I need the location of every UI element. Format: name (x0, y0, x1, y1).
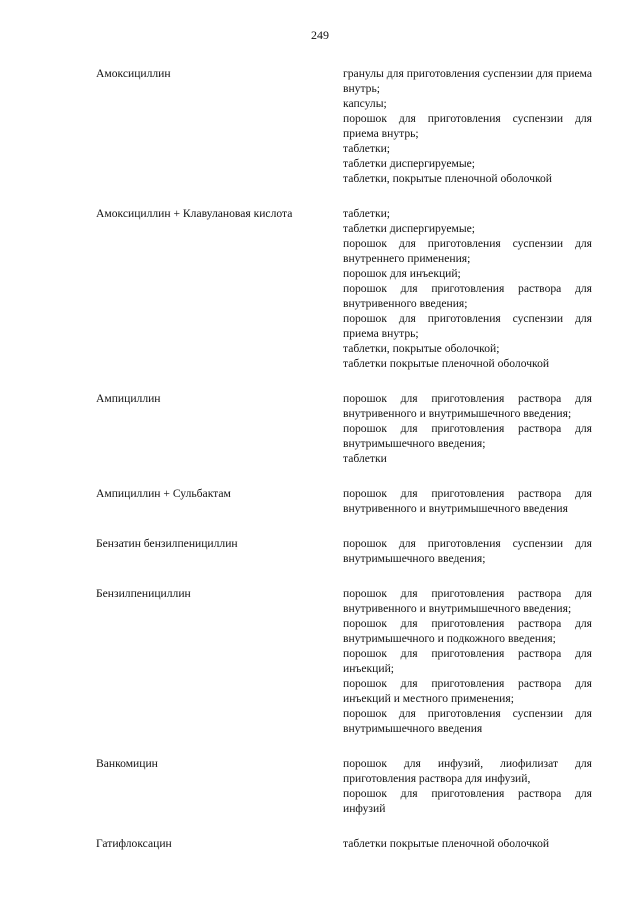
dosage-form: порошок для приготовления суспензии для приема внутрь; (343, 112, 592, 140)
dosage-form: порошок для приготовления раствора для внутримышечного введения; (343, 422, 592, 450)
dosage-form: порошок для приготовления суспензии для внутреннего применения; (343, 237, 592, 265)
dosage-form: порошок для инфузий, лиофилизат для приготовления раствора для инфузий, (343, 757, 592, 785)
drug-name: Амоксициллин (96, 67, 171, 80)
dosage-form: порошок для приготовления раствора для внутривенного и внутримышечного введения; (343, 392, 592, 420)
dosage-form: капсулы; (343, 97, 387, 110)
drug-entry (96, 836, 592, 851)
drug-name: Бензилпенициллин (96, 587, 191, 600)
dosage-forms (343, 756, 592, 816)
dosage-form: таблетки диспергируемые; (343, 222, 475, 235)
drug-entry (96, 206, 592, 371)
dosage-form: таблетки, покрытые оболочкой; (343, 342, 500, 355)
drug-entry (96, 391, 592, 466)
dosage-form: таблетки; (343, 142, 391, 155)
dosage-forms (343, 586, 592, 736)
drug-list (96, 66, 592, 851)
dosage-form: порошок для приготовления суспензии для внутримышечного введения (343, 707, 592, 735)
drug-entry (96, 486, 592, 516)
dosage-form: таблетки покрытые пленочной оболочкой (343, 837, 550, 850)
dosage-form: порошок для приготовления раствора для инъекций и местного применения; (343, 677, 592, 705)
dosage-forms (343, 206, 592, 371)
dosage-form: порошок для приготовления суспензии для внутримышечного введения; (343, 537, 592, 565)
drug-name: Гатифлоксацин (96, 837, 172, 850)
dosage-forms (343, 536, 592, 566)
dosage-form: порошок для приготовления раствора для внутривенного и внутримышечного введения (343, 487, 592, 515)
dosage-form: порошок для приготовления раствора для инфузий (343, 787, 592, 815)
dosage-form: порошок для инъекций; (343, 267, 461, 280)
drug-name: Бензатин бензилпенициллин (96, 537, 238, 550)
dosage-form: порошок для приготовления раствора для инъекций; (343, 647, 592, 675)
dosage-form: гранулы для приготовления суспензии для приема внутрь; (343, 67, 592, 95)
drug-name: Ампициллин (96, 392, 161, 405)
dosage-form: таблетки, покрытые пленочной оболочкой (343, 172, 552, 185)
drug-name: Ампициллин + Сульбактам (96, 487, 231, 500)
dosage-forms (343, 486, 592, 516)
dosage-form: таблетки; (343, 207, 391, 220)
drug-entry (96, 536, 592, 566)
dosage-form: порошок для приготовления раствора для внутривенного и внутримышечного введения; (343, 587, 592, 615)
dosage-form: таблетки покрытые пленочной оболочкой (343, 357, 550, 370)
dosage-forms (343, 391, 592, 466)
dosage-form: порошок для приготовления раствора для внутримышечного и подкожного введения; (343, 617, 592, 645)
drug-entry (96, 756, 592, 816)
drug-entry (96, 66, 592, 186)
drug-entry (96, 586, 592, 736)
dosage-form: таблетки (343, 452, 387, 465)
dosage-form: порошок для приготовления суспензии для приема внутрь; (343, 312, 592, 340)
drug-name: Ванкомицин (96, 757, 158, 770)
dosage-form: таблетки диспергируемые; (343, 157, 475, 170)
dosage-form: порошок для приготовления раствора для внутривенного введения; (343, 282, 592, 310)
page-number: 249 (311, 28, 329, 42)
dosage-forms (343, 66, 592, 186)
dosage-forms (343, 836, 592, 851)
drug-name: Амоксициллин + Клавулановая кислота (96, 207, 293, 220)
